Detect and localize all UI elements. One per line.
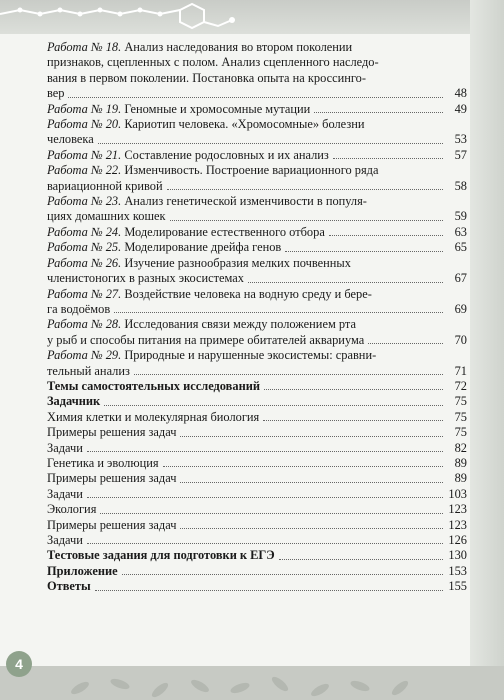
toc-section [47,425,467,440]
toc-entry-line [47,287,467,302]
toc-entry-line [47,256,467,271]
work-title: Природные и нарушенные экосистемы: сравни- [124,348,377,363]
entry-page-number: 58 [454,178,467,193]
section-page-number: 153 [448,563,467,578]
section-title: Примеры решения задач [47,425,177,440]
work-title: у рыб и способы питания на примере обитателей аквариума [47,332,365,347]
section-page-number: 75 [454,425,467,440]
toc-entry-line [47,194,467,209]
leader-dots [122,574,443,575]
leader-dots [114,312,443,313]
section-title: Приложение [47,563,118,578]
work-title: вер [47,86,65,101]
toc-entry-line [47,132,467,147]
work-title: Моделирование естественного отбора [124,224,325,239]
leader-dots [68,97,443,98]
section-title: Химия клетки и молекулярная биология [47,409,260,424]
leader-dots [134,374,443,375]
work-title: признаков, сцепленных с полом. Анализ сцепленного наследо- [47,55,379,70]
toc-entry-line [47,86,467,101]
toc-entry-line [47,102,467,117]
molecule-chain-decoration [0,0,240,34]
toc-section [47,502,467,517]
section-page-number: 123 [448,502,467,517]
section-page-number: 82 [454,440,467,455]
work-title: Изменчивость. Построение вариационного ряда [124,163,379,178]
leader-dots [329,235,443,236]
entry-page-number: 70 [454,332,467,347]
work-label: Работа № 23. [47,194,122,209]
entry-page-number: 63 [454,224,467,239]
toc-entry-line [47,117,467,132]
leader-dots [333,158,443,159]
section-page-number: 123 [448,517,467,532]
work-title: Геномные и хромосомные мутации [124,101,311,116]
work-title: циях домашних кошек [47,209,166,224]
work-label: Работа № 27. [47,286,122,301]
leader-dots [263,420,443,421]
toc-entry-line [47,302,467,317]
leader-dots [285,251,443,252]
toc-entry-line [47,209,467,224]
leader-dots [368,343,443,344]
leader-dots [87,543,443,544]
entry-page-number: 48 [454,86,467,101]
leader-dots [98,143,443,144]
work-label: Работа № 19. [47,101,122,116]
toc-entry-line [47,55,467,70]
toc-entry-line [47,364,467,379]
section-page-number: 126 [448,533,467,547]
work-title: вания в первом поколении. Постановка опыта на кроссинго- [47,70,366,85]
section-title: Примеры решения задач [47,517,177,532]
section-title: Ответы [47,579,91,594]
leader-dots [180,436,443,437]
toc-section [47,394,467,409]
work-title: Исследования связи между положением рта [124,317,356,332]
toc-section [47,441,467,456]
work-label: Работа № 24. [47,224,122,239]
entry-page-number: 65 [454,240,467,255]
toc-section [47,379,467,394]
toc-section [47,564,467,579]
work-label: Работа № 22. [47,163,122,178]
toc-section [47,410,467,425]
work-title: Моделирование дрейфа генов [124,240,282,255]
work-title: га водоёмов [47,301,111,316]
leader-dots [248,282,443,283]
entry-page-number: 59 [454,209,467,224]
toc-entry-line [47,163,467,178]
toc-entry-line [47,317,467,332]
toc-entry-line [47,225,467,240]
leader-dots [163,466,443,467]
work-label: Работа № 26. [47,255,122,270]
section-title: Генетика и эволюция [47,455,159,470]
leader-dots [100,513,443,514]
section-page-number: 72 [454,378,467,393]
leader-dots [87,497,443,498]
leader-dots [170,220,443,221]
toc-section [47,533,467,548]
table-of-contents [47,40,467,595]
section-title: Экология [47,502,97,517]
work-title: Кариотип человека. «Хромосомные» болезни [124,117,365,132]
work-title: вариационной кривой [47,178,163,193]
work-title: человека [47,132,94,147]
work-title: Составление родословных и их анализ [124,147,329,162]
leader-dots [180,482,443,483]
leader-dots [180,528,443,529]
toc-entry-line [47,333,467,348]
leader-dots [314,112,443,113]
entry-page-number: 57 [454,147,467,162]
leader-dots [279,559,443,560]
toc-section [47,456,467,471]
entry-page-number: 53 [454,132,467,147]
entry-page-number: 69 [454,301,467,316]
leader-dots [95,590,443,591]
work-label: Работа № 25. [47,240,122,255]
work-label: Работа № 28. [47,317,122,332]
work-title: Анализ наследования во втором поколении [124,40,353,54]
section-title: Задачник [47,394,101,409]
toc-entry-line [47,348,467,363]
toc-entry-line [47,240,467,255]
leaf-pattern-decoration [60,666,440,700]
side-band [470,0,504,700]
section-page-number: 155 [448,579,467,594]
work-label: Работа № 18. [47,40,122,54]
section-title: Примеры решения задач [47,471,177,486]
entry-page-number: 67 [454,271,467,286]
section-title: Задачи [47,486,83,501]
toc-entry-line [47,271,467,286]
work-title: тельный анализ [47,363,130,378]
toc-section [47,518,467,533]
section-title: Тестовые задания для подготовки к ЕГЭ [47,548,275,563]
section-page-number: 89 [454,455,467,470]
section-page-number: 75 [454,409,467,424]
leader-dots [104,405,443,406]
section-page-number: 103 [448,486,467,501]
section-page-number: 130 [448,548,467,563]
work-title: Изучение разнообразия мелких почвенных [124,255,351,270]
toc-entry-line [47,148,467,163]
toc-entry-line [47,40,467,55]
page-number: 4 [6,651,32,677]
work-label: Работа № 29. [47,348,122,363]
entry-page-number: 71 [454,363,467,378]
toc-section [47,471,467,486]
toc-entry-line [47,179,467,194]
section-title: Задачи [47,533,83,547]
toc-entry-line [47,71,467,86]
entry-page-number: 49 [454,101,467,116]
leader-dots [264,389,443,390]
toc-section [47,548,467,563]
toc-section [47,579,467,594]
section-page-number: 89 [454,471,467,486]
toc-section [47,487,467,502]
section-title: Задачи [47,440,83,455]
leader-dots [87,451,443,452]
leader-dots [167,189,443,190]
work-title: Воздействие человека на водную среду и бере- [124,286,372,301]
section-title: Темы самостоятельных исследований [47,378,260,393]
work-label: Работа № 21. [47,147,122,162]
work-label: Работа № 20. [47,117,122,132]
work-title: членистоногих в разных экосистемах [47,271,244,286]
section-page-number: 75 [454,394,467,409]
work-title: Анализ генетической изменчивости в популя- [124,194,367,209]
